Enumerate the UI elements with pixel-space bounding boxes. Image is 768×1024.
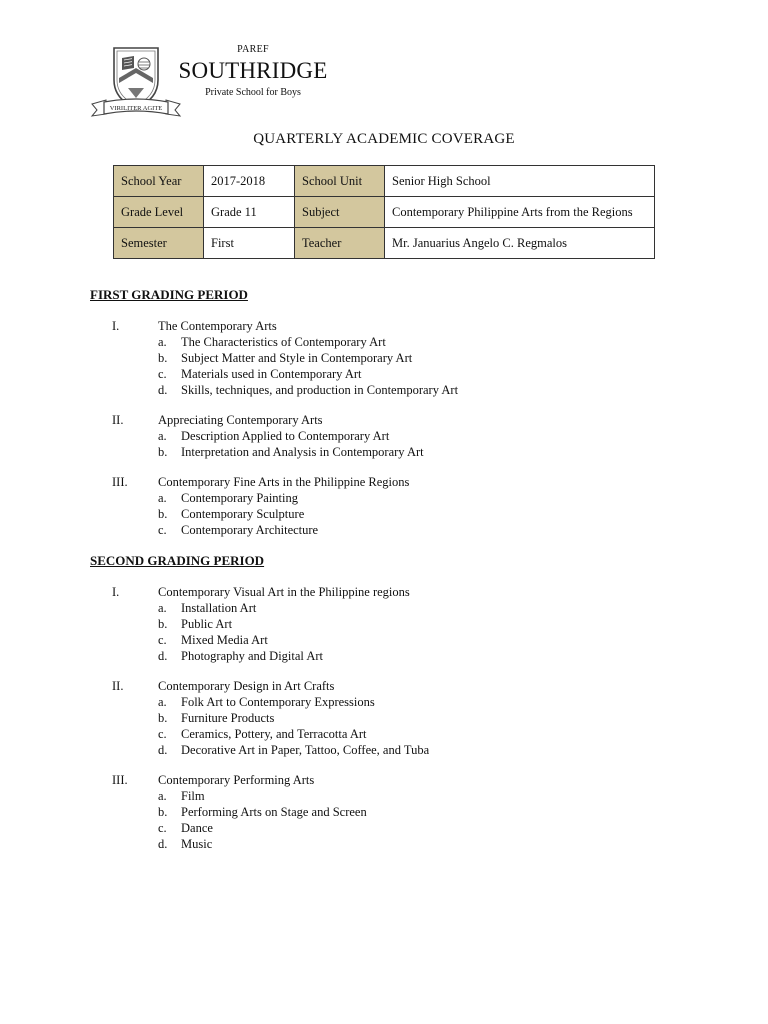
list-item bbox=[90, 600, 730, 616]
item-text: The Characteristics of Contemporary Art bbox=[181, 335, 386, 349]
item-text: Materials used in Contemporary Art bbox=[181, 367, 362, 381]
item-text: Furniture Products bbox=[181, 711, 275, 725]
list-item bbox=[90, 788, 730, 804]
school-header bbox=[178, 44, 328, 99]
item-text: Skills, techniques, and production in Contemporary Art bbox=[181, 383, 459, 397]
section-title: Contemporary Design in Art Crafts bbox=[158, 679, 335, 693]
section-numeral: III. bbox=[112, 475, 128, 489]
section-numeral: II. bbox=[112, 413, 124, 427]
document-title: QUARTERLY ACADEMIC COVERAGE bbox=[253, 131, 515, 147]
section-numeral: I. bbox=[112, 319, 120, 333]
item-text: Folk Art to Contemporary Expressions bbox=[181, 695, 375, 709]
school-unit-value: Senior High School bbox=[385, 166, 655, 197]
list-item bbox=[90, 648, 730, 664]
list-item bbox=[90, 490, 730, 506]
item-text: Dance bbox=[181, 821, 213, 835]
table-row bbox=[114, 228, 655, 259]
item-text: Music bbox=[181, 837, 213, 851]
section-heading bbox=[90, 584, 730, 600]
section-heading bbox=[90, 318, 730, 334]
item-letter: a. bbox=[158, 695, 167, 709]
school-unit-label: School Unit bbox=[295, 166, 385, 197]
item-letter: b. bbox=[158, 711, 168, 725]
item-text: Mixed Media Art bbox=[181, 633, 268, 647]
section-title: Contemporary Fine Arts in the Philippine Regions bbox=[158, 475, 410, 489]
list-item bbox=[90, 334, 730, 350]
school-crest-logo bbox=[88, 44, 184, 120]
period-heading-first: FIRST GRADING PERIOD bbox=[90, 287, 248, 302]
list-item bbox=[90, 694, 730, 710]
item-letter: a. bbox=[158, 789, 167, 803]
period-heading-second: SECOND GRADING PERIOD bbox=[90, 553, 265, 568]
item-letter: d. bbox=[158, 837, 168, 851]
item-letter: c. bbox=[158, 727, 167, 741]
list-item bbox=[90, 506, 730, 522]
section-title: Appreciating Contemporary Arts bbox=[158, 413, 323, 427]
coverage-outline bbox=[90, 286, 730, 852]
item-letter: a. bbox=[158, 429, 167, 443]
teacher-label: Teacher bbox=[295, 228, 385, 259]
list-item bbox=[90, 820, 730, 836]
list-item bbox=[90, 632, 730, 648]
outline-section bbox=[90, 412, 730, 460]
paref-label: PAREF bbox=[237, 44, 269, 55]
table-row bbox=[114, 197, 655, 228]
svg-text:VIRILITER AGITE: VIRILITER AGITE bbox=[109, 105, 163, 112]
outline-section bbox=[90, 318, 730, 398]
list-item bbox=[90, 350, 730, 366]
list-item bbox=[90, 710, 730, 726]
item-text: Description Applied to Contemporary Art bbox=[181, 429, 390, 443]
item-letter: d. bbox=[158, 649, 168, 663]
list-item bbox=[90, 444, 730, 460]
semester-label: Semester bbox=[114, 228, 204, 259]
list-item bbox=[90, 836, 730, 852]
item-letter: c. bbox=[158, 523, 167, 537]
item-text: Contemporary Painting bbox=[181, 491, 298, 505]
item-letter: b. bbox=[158, 617, 168, 631]
item-text: Decorative Art in Paper, Tattoo, Coffee, and Tuba bbox=[181, 743, 430, 757]
school-year-label: School Year bbox=[114, 166, 204, 197]
section-heading bbox=[90, 678, 730, 694]
list-item bbox=[90, 382, 730, 398]
item-text: Ceramics, Pottery, and Terracotta Art bbox=[181, 727, 367, 741]
item-text: Performing Arts on Stage and Screen bbox=[181, 805, 367, 819]
list-item bbox=[90, 726, 730, 742]
item-letter: c. bbox=[158, 821, 167, 835]
section-numeral: III. bbox=[112, 773, 128, 787]
semester-value: First bbox=[204, 228, 295, 259]
item-letter: b. bbox=[158, 351, 168, 365]
list-item bbox=[90, 522, 730, 538]
list-item bbox=[90, 804, 730, 820]
list-item bbox=[90, 366, 730, 382]
item-letter: c. bbox=[158, 633, 167, 647]
table-row bbox=[114, 166, 655, 197]
outline-section bbox=[90, 584, 730, 664]
list-item bbox=[90, 428, 730, 444]
item-letter: d. bbox=[158, 383, 168, 397]
section-heading bbox=[90, 412, 730, 428]
section-title: The Contemporary Arts bbox=[158, 319, 277, 333]
section-numeral: I. bbox=[112, 585, 120, 599]
outline-section bbox=[90, 474, 730, 538]
grade-level-value: Grade 11 bbox=[204, 197, 295, 228]
item-letter: a. bbox=[158, 335, 167, 349]
list-item bbox=[90, 742, 730, 758]
school-year-value: 2017-2018 bbox=[204, 166, 295, 197]
item-text: Installation Art bbox=[181, 601, 257, 615]
grade-level-label: Grade Level bbox=[114, 197, 204, 228]
item-letter: b. bbox=[158, 445, 168, 459]
school-name: SOUTHRIDGE bbox=[178, 58, 328, 83]
item-text: Photography and Digital Art bbox=[181, 649, 323, 663]
school-subtitle: Private School for Boys bbox=[205, 87, 301, 98]
outline-section bbox=[90, 772, 730, 852]
subject-label: Subject bbox=[295, 197, 385, 228]
outline-section bbox=[90, 678, 730, 758]
item-letter: b. bbox=[158, 507, 168, 521]
item-text: Subject Matter and Style in Contemporary Art bbox=[181, 351, 413, 365]
section-title: Contemporary Visual Art in the Philippine regions bbox=[158, 585, 410, 599]
item-letter: d. bbox=[158, 743, 168, 757]
item-text: Interpretation and Analysis in Contemporary Art bbox=[181, 445, 424, 459]
section-heading bbox=[90, 772, 730, 788]
item-text: Public Art bbox=[181, 617, 233, 631]
section-title: Contemporary Performing Arts bbox=[158, 773, 315, 787]
course-info-table bbox=[113, 165, 655, 259]
section-numeral: II. bbox=[112, 679, 124, 693]
item-letter: a. bbox=[158, 491, 167, 505]
item-text: Contemporary Sculpture bbox=[181, 507, 305, 521]
subject-value: Contemporary Philippine Arts from the Regions bbox=[385, 197, 655, 228]
item-letter: c. bbox=[158, 367, 167, 381]
item-text: Film bbox=[181, 789, 205, 803]
item-letter: a. bbox=[158, 601, 167, 615]
teacher-value: Mr. Januarius Angelo C. Regmalos bbox=[385, 228, 655, 259]
section-heading bbox=[90, 474, 730, 490]
item-text: Contemporary Architecture bbox=[181, 523, 319, 537]
list-item bbox=[90, 616, 730, 632]
item-letter: b. bbox=[158, 805, 168, 819]
